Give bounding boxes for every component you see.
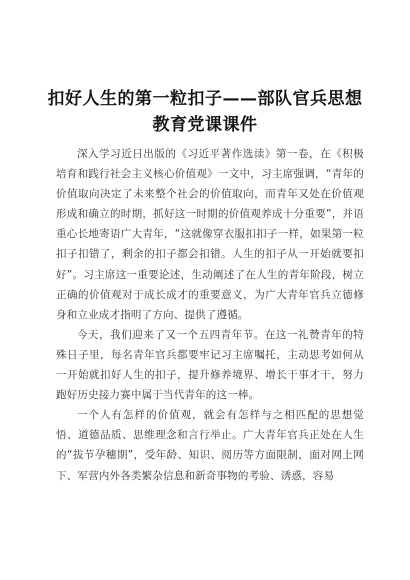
document-title-line-2: 教育党课课件 <box>152 115 258 135</box>
paragraph: 深入学习近日出版的《习近平著作选读》第一卷，在《积极培育和践行社会主义核心价值观》一文中，习主席强调，“青年的价值取向决定了未来整个社会的价值取向，而青年又处在价值观形成和确立的时期，抓好这一时期的价值观养成十分重要”，并语重心长地寄语广大青年，“这就像穿衣服扣扣子一样，如果第一粒扣子扣错了，剩余的扣子都会扣错。人生的扣子从一开始就要扣好”。习主席这一重要论述，生动阐述了在人生的青年阶段，树立正确的价值观对于成长成才的重要意义，为广大青年官兵立德修身和立业成才指明了方向、提供了遵循。 <box>56 148 364 321</box>
document-title-line-1: 扣好人生的第一粒扣子——部队官兵思想 <box>47 89 363 109</box>
paragraph: 今天，我们迎来了又一个五四青年节。在这一礼赞青年的特殊日子里，每名青年官兵都要牢记习主席嘱托，主动思考如何从一开始就扣好人生的扣子，提升修养境界、增长干事才干，努力跑好历史接力赛中属于当代青年的这一棒。 <box>56 328 364 402</box>
paragraph: 一个人有怎样的价值观，就会有怎样与之相匹配的思想觉悟、道德品质、思维理念和言行举止。广大青年官兵正处在人生的“拔节孕穗期”，受年龄、知识、阅历等方面限制，面对网上网下、军营内外各类繁杂信息和新奇事物的考验、诱惑，容易 <box>56 409 364 482</box>
document-body <box>56 144 364 486</box>
